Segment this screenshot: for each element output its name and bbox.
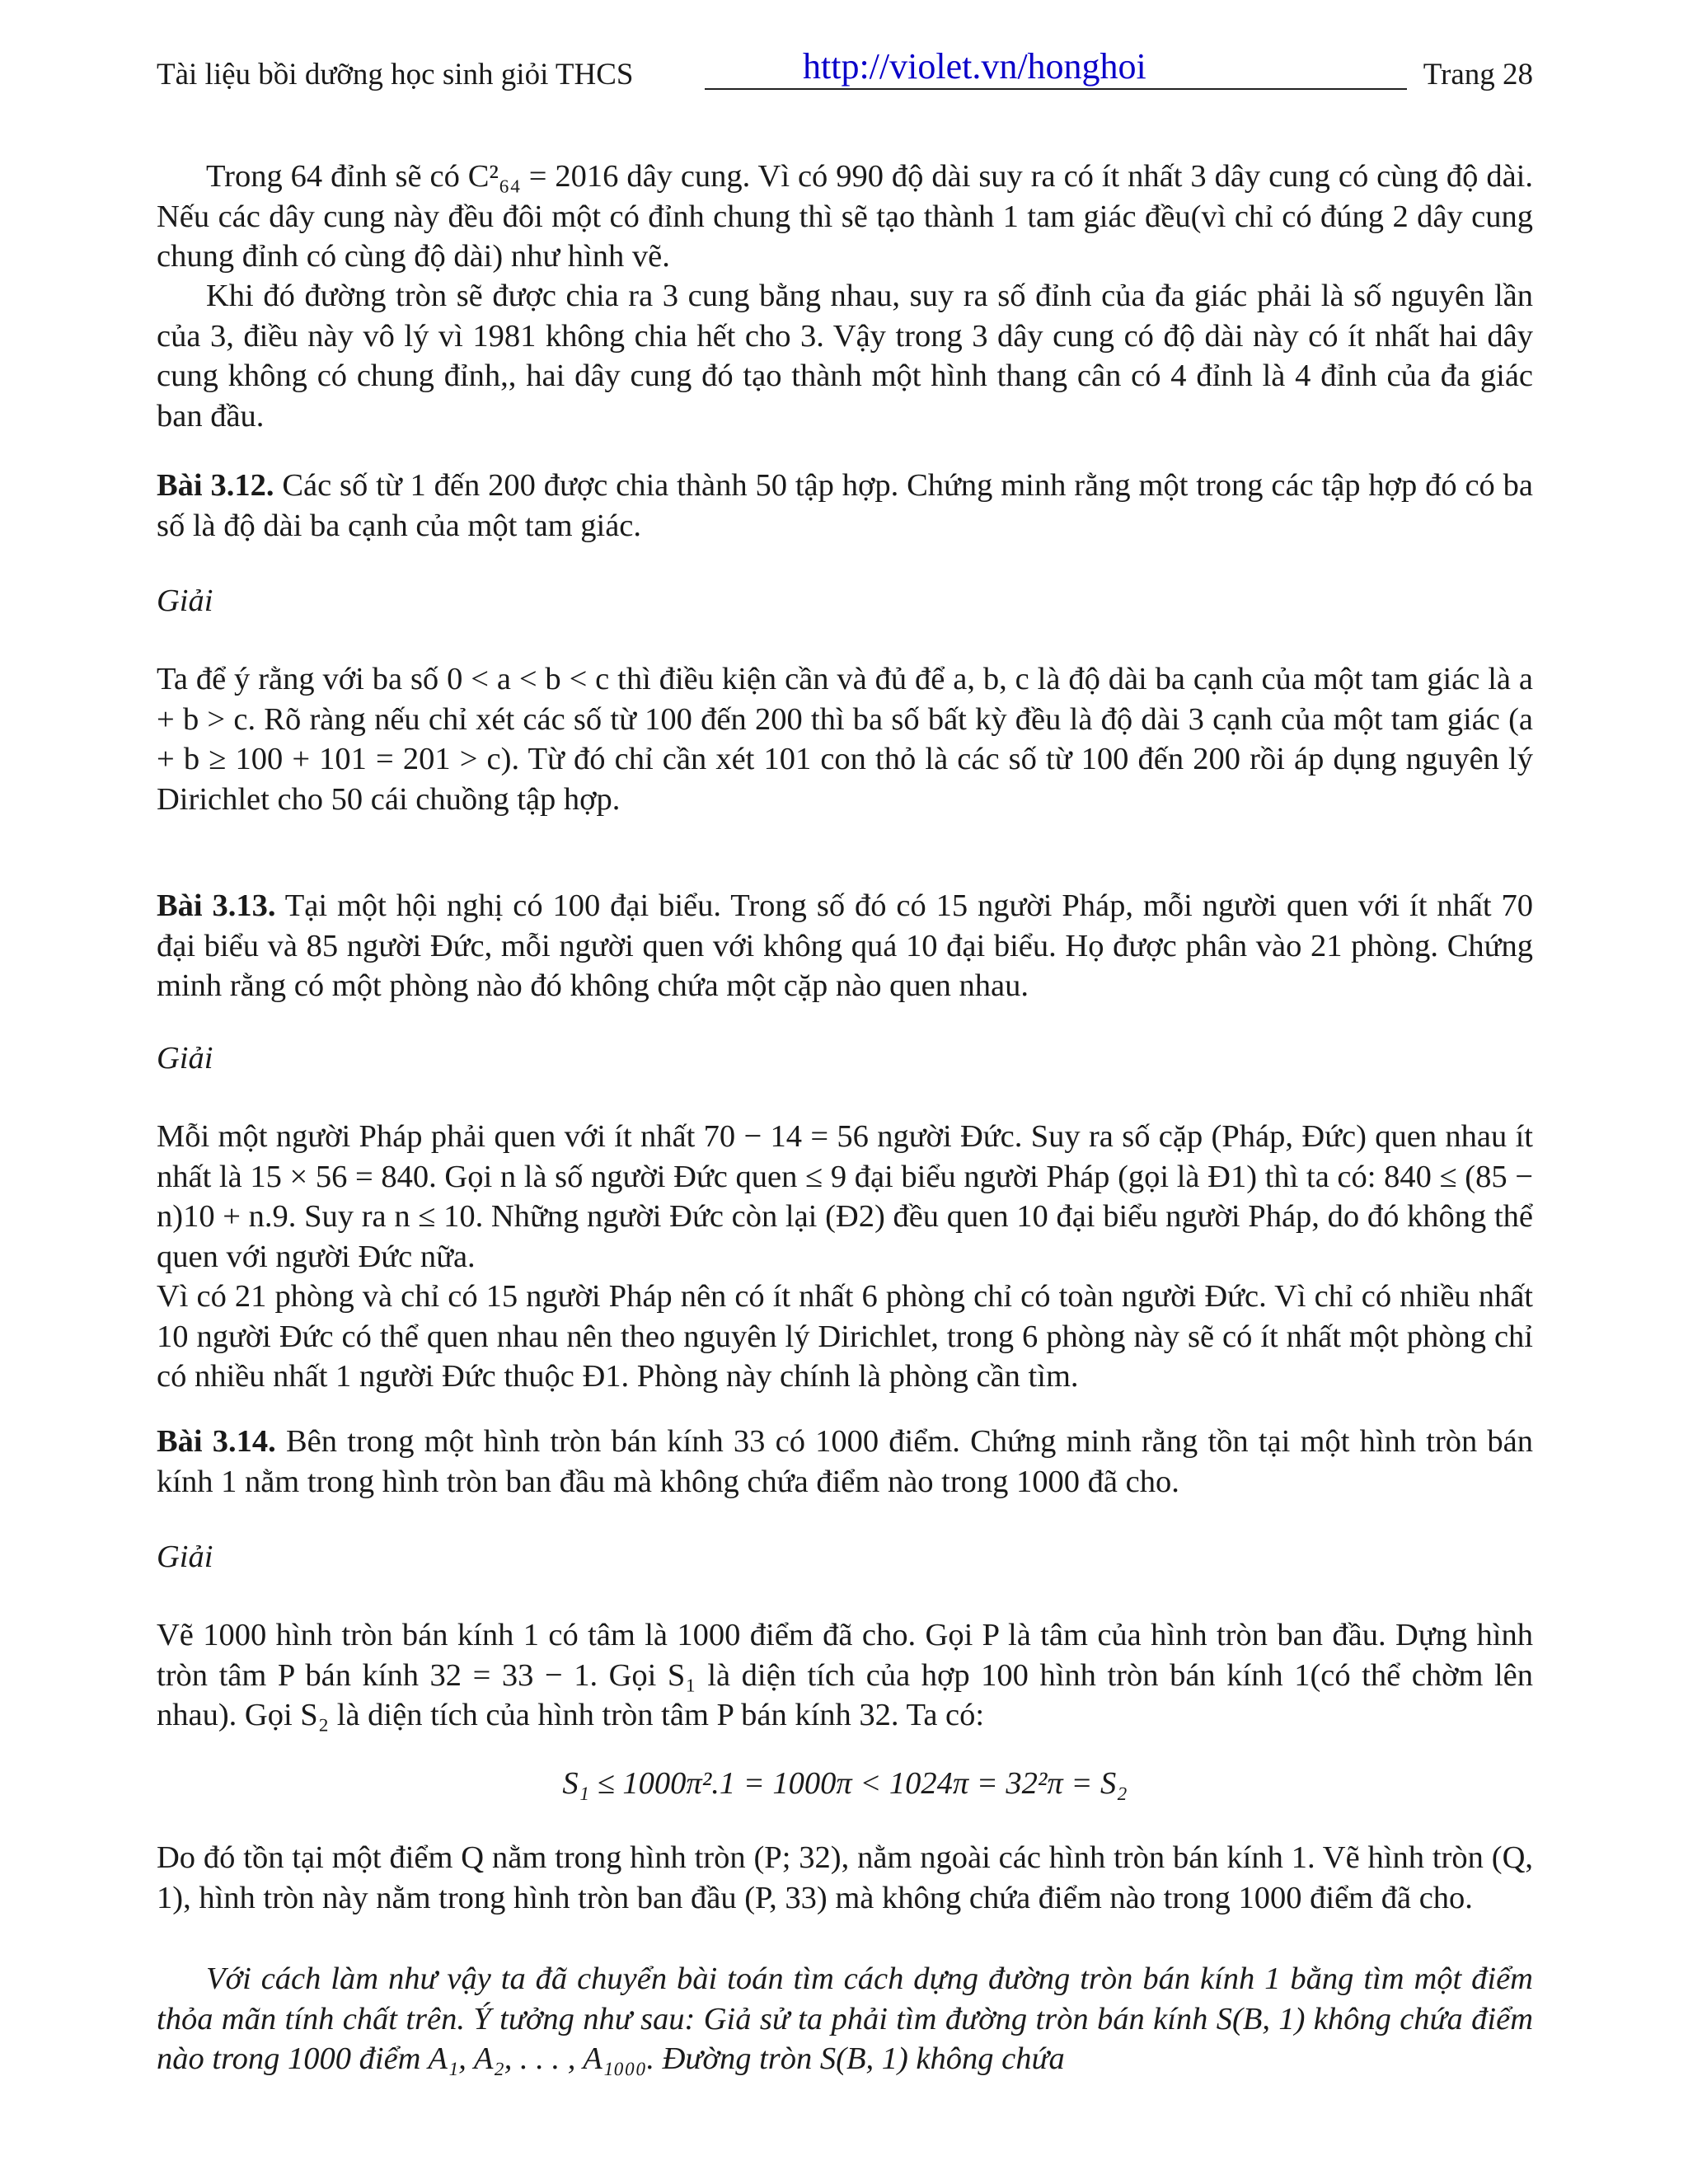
problem-3-12-text: Các số từ 1 đến 200 được chia thành 50 tập hợp. Chứng minh rằng một trong các tập hợp đó có ba số là độ dài ba cạnh của một tam giác. bbox=[157, 468, 1533, 543]
solution-heading-3-14: Giải bbox=[157, 1540, 213, 1574]
paragraph-2: Khi đó đường tròn sẽ được chia ra 3 cung bằng nhau, suy ra số đỉnh của đa giác phải là số nguyên lần của 3, điều này vô lý vì 1981 không chia hết cho 3. Vậy trong 3 dây cung có độ dài này có ít nhất hai dây cung không có chung đỉnh,, hai dây cung đó tạo thành một hình thang cân có 4 đỉnh là 4 đỉnh của đa giác ban đầu. bbox=[157, 279, 1533, 434]
header-title: Tài liệu bồi dưỡng học sinh giỏi THCS bbox=[157, 58, 634, 91]
header-url-link[interactable]: http://violet.vn/honghoi bbox=[803, 46, 1146, 87]
solution-3-13-part-2: Vì có 21 phòng và chỉ có 15 người Pháp nên có ít nhất 6 phòng chỉ có toàn người Đức. Vì chỉ có nhiều nhất 10 người Đức có thể quen nhau nên theo nguyên lý Dirichlet, trong 6 phòng này sẽ có ít nhất một phòng chỉ có nhiều nhất 1 người Đức thuộc Đ1. Phòng này chính là phòng cần tìm. bbox=[157, 1279, 1533, 1394]
header-rule bbox=[705, 88, 1407, 90]
paragraph-1: Trong 64 đỉnh sẽ có C²₆₄ = 2016 dây cung. Vì có 990 độ dài suy ra có ít nhất 3 dây cung có cùng độ dài. Nếu các dây cung này đều đôi một có đỉnh chung thì sẽ tạo thành 1 tam giác đều(vì chỉ có đúng 2 dây cung chung đỉnh có cùng độ dài) như hình vẽ. bbox=[157, 159, 1533, 274]
problem-3-14-text: Bên trong một hình tròn bán kính 33 có 1000 điểm. Chứng minh rằng tồn tại một hình tròn bán kính 1 nằm trong hình tròn ban đầu mà không chứa điểm nào trong 1000 đã cho. bbox=[157, 1424, 1533, 1499]
solution-3-14-part-1: Vẽ 1000 hình tròn bán kính 1 có tâm là 1000 điểm đã cho. Gọi P là tâm của hình tròn ban đầu. Dựng hình tròn tâm P bán kính 32 = 33 − 1. Gọi S₁ là diện tích của hợp 100 hình tròn bán kính 1(có thể chờm lên nhau). Gọi S₂ là diện tích của hình tròn tâm P bán kính 32. Ta có: bbox=[157, 1618, 1533, 1732]
problem-3-13-text: Tại một hội nghị có 100 đại biểu. Trong số đó có 15 người Pháp, mỗi người quen với ít nhất 70 đại biểu và 85 người Đức, mỗi người quen với không quá 10 đại biểu. Họ được phân vào 21 phòng. Chứng minh rằng có một phòng nào đó không chứa một cặp nào quen nhau. bbox=[157, 888, 1533, 1003]
page-header bbox=[157, 45, 1533, 95]
document-page bbox=[157, 45, 1533, 2076]
problem-3-14-label: Bài 3.14. bbox=[157, 1424, 276, 1459]
equation-area-inequality: S₁ ≤ 1000π².1 = 1000π < 1024π = 32²π = S₂ bbox=[562, 1766, 1128, 1801]
solution-3-14-part-3: Với cách làm như vậy ta đã chuyển bài toán tìm cách dựng đường tròn bán kính 1 bằng tìm một điểm thỏa mãn tính chất trên. Ý tưởng như sau: Giả sử ta phải tìm đường tròn bán kính S(B, 1) không chứa điểm nào trong 1000 điểm A₁, A₂, . . . , A₁₀₀₀. Đường tròn S(B, 1) không chứa bbox=[157, 1961, 1533, 2076]
header-page-number: Trang 28 bbox=[1423, 58, 1533, 91]
solution-heading-3-12: Giải bbox=[157, 583, 213, 618]
problem-3-14 bbox=[157, 1422, 1533, 1502]
problem-3-12-label: Bài 3.12. bbox=[157, 468, 274, 503]
problem-3-13 bbox=[157, 886, 1533, 1006]
solution-3-14-part-2: Do đó tồn tại một điểm Q nằm trong hình tròn (P; 32), nằm ngoài các hình tròn bán kính 1. Vẽ hình tròn (Q, 1), hình tròn này nằm trong hình tròn ban đầu (P, 33) mà không chứa điểm nào trong 1000 điểm đã cho. bbox=[157, 1840, 1533, 1915]
solution-3-13-part-1: Mỗi một người Pháp phải quen với ít nhất 70 − 14 = 56 người Đức. Suy ra số cặp (Pháp, Đức) quen nhau ít nhất là 15 × 56 = 840. Gọi n là số người Đức quen ≤ 9 đại biểu người Pháp (gọi là Đ1) thì ta có: 840 ≤ (85 − n)10 + n.9. Suy ra n ≤ 10. Những người Đức còn lại (Đ2) đều quen 10 đại biểu người Pháp, do đó không thể quen với người Đức nữa. bbox=[157, 1119, 1533, 1274]
problem-3-12 bbox=[157, 466, 1533, 546]
solution-3-12: Ta để ý rằng với ba số 0 < a < b < c thì điều kiện cần và đủ để a, b, c là độ dài ba cạnh của một tam giác là a + b > c. Rõ ràng nếu chỉ xét các số từ 100 đến 200 thì ba số bất kỳ đều là độ dài 3 cạnh của một tam giác (a + b ≥ 100 + 101 = 201 > c). Từ đó chỉ cần xét 101 con thỏ là các số từ 100 đến 200 rồi áp dụng nguyên lý Dirichlet cho 50 cái chuồng tập hợp. bbox=[157, 662, 1533, 817]
problem-3-13-label: Bài 3.13. bbox=[157, 888, 276, 923]
solution-heading-3-13: Giải bbox=[157, 1041, 213, 1076]
